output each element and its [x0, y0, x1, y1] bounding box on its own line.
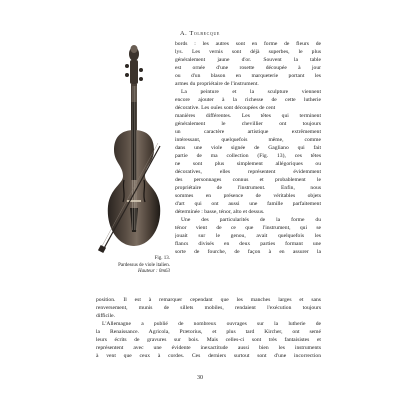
text-line: La peinture et la sculpture viennent	[181, 89, 321, 95]
caption-number: Fig. 13.	[154, 256, 170, 261]
text-line: généralement jaune d'or. Souvent la table	[175, 57, 321, 63]
text-line: la Renaissance. Agricola, Prætorius, et plus tard Kircher, ont semé	[96, 329, 321, 335]
text-line: L'Allemagne a publié de nombreux ouvrages sur la lutherie de	[102, 321, 321, 327]
viol-illustration	[96, 42, 172, 256]
text-line: manières différentes. Les têtes qui terminent	[175, 113, 321, 119]
text-line: ne sont plus simplement allégoriques ou	[175, 161, 321, 167]
body-text-full-width	[96, 296, 321, 360]
text-line: décorative. Les ouïes sont découpées de cent	[175, 105, 276, 111]
text-line: représentent avec une évidente inexactitude aussi bien les instruments	[96, 345, 321, 351]
text-line: ténor vient de ce que l'instrument, qui se	[175, 225, 321, 231]
text-line: intéressant, quelquefois même, comme	[175, 137, 321, 143]
text-line: encore ajouter à la richesse de cette lutherie	[175, 97, 321, 103]
text-line: bords : les autres sont en forme de fleurs de	[175, 41, 321, 47]
text-line: renversement, munis de sillets mobiles, rendaient l'exécution toujours	[96, 305, 321, 311]
viol-photo	[96, 42, 172, 256]
body-text-column	[175, 40, 321, 256]
figure-caption	[84, 256, 170, 276]
text-line: Une des particularités de la forme du	[181, 217, 321, 223]
text-line: décoratives, elles représentent évidemment	[175, 169, 321, 175]
caption-height: Hauteur : 0m63	[138, 269, 170, 274]
text-line: d'art qui ont aussi une famille parfaitement	[175, 201, 321, 207]
text-line: sommes en présence de véritables objets	[175, 193, 321, 199]
text-line: dans une viole signée de Gagliano qui fait	[175, 145, 321, 151]
running-head: A. Tolbecque	[180, 30, 220, 37]
text-line: des personnages connus et probablement le	[175, 177, 321, 183]
text-line: généralement le chevillier ont toujours	[175, 121, 321, 127]
text-line: est ornée d'une rosette découpée à jour	[175, 65, 321, 71]
text-line: déterminée : basse, ténor, alto et dessus.	[175, 209, 265, 215]
page-number: 30	[197, 375, 203, 381]
text-line: flancs divisés en deux parties formant une	[175, 241, 321, 247]
text-line: sorte de fourche, de façon à en assurer la	[175, 249, 321, 255]
text-line: position. Il est à remarquer cependant que les manches larges et sans	[96, 297, 321, 303]
text-line: difficile.	[96, 313, 116, 319]
text-line: armes du propriétaire de l'instrument.	[175, 81, 259, 87]
caption-text: Pardessus de viole italien.	[118, 262, 170, 268]
text-line: lys. Les vernis sont déjà superbes, le plus	[175, 49, 321, 55]
text-line: ou d'un blason en marqueterie portant les	[175, 73, 321, 79]
text-line: partie de ma collection (Fig. 13), ces têtes	[175, 153, 321, 159]
text-line: jouait sur le genou, avait quelquefois les	[175, 233, 321, 239]
text-line: un caractère artistique extrêmement	[175, 129, 321, 135]
text-line: propriétaire de l'instrument. Enfin, nous	[175, 185, 321, 191]
text-line: leurs écrits de gravures sur bois. Mais celles-ci sont très fantaisistes et	[96, 337, 321, 343]
text-line: à vent que ceux à cordes. Ces derniers surtout sont d'une incorrection	[96, 353, 321, 359]
